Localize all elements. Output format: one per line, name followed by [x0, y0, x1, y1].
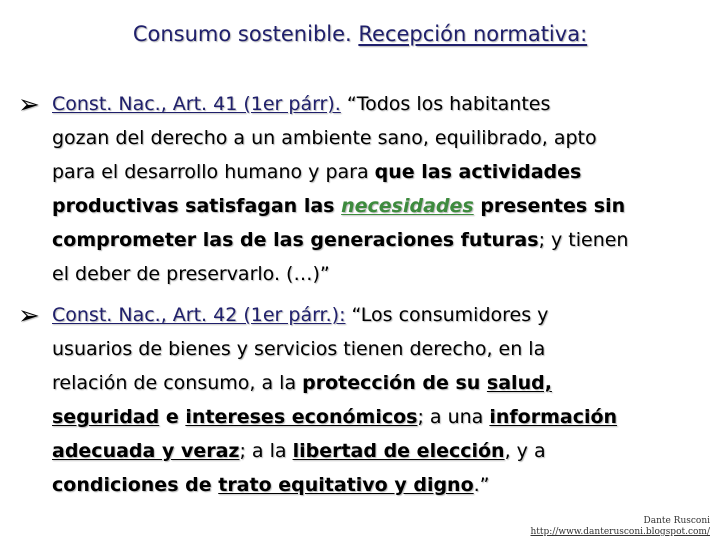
text-segment: adecuada y veraz	[52, 440, 240, 462]
text-segment: “Los consumidores y	[345, 304, 549, 326]
bullet-line	[52, 473, 490, 497]
text-segment: trato equitativo y digno	[218, 474, 474, 496]
text-segment: información	[489, 406, 618, 428]
bullet-line	[52, 371, 552, 395]
bullet-line	[52, 194, 625, 218]
text-segment: relación de consumo, a la	[52, 372, 303, 394]
text-segment: protección de su	[302, 372, 487, 394]
bullet-line	[52, 92, 550, 116]
text-segment: comprometer las de las generaciones futuras	[52, 229, 539, 251]
text-segment: Const. Nac., Art. 41 (1er párr).	[52, 93, 341, 115]
bullet-line	[52, 337, 545, 361]
text-segment: ; a la	[239, 440, 293, 462]
text-segment: libertad de elección	[292, 440, 505, 462]
bullet-line	[52, 262, 330, 286]
arrow-bullet-icon: ➢	[18, 90, 40, 120]
bullet-line	[52, 126, 597, 150]
footer-author: Dante Rusconi	[643, 516, 710, 526]
bullet-line	[52, 228, 628, 252]
title-text: Consumo sostenible.	[132, 22, 359, 46]
text-segment: el deber de preservarlo. (…)”	[52, 263, 330, 285]
text-segment: intereses económicos	[185, 406, 418, 428]
text-segment: gozan del derecho a un ambiente sano, equilibrado, apto	[52, 127, 597, 149]
text-segment: .”	[473, 474, 490, 496]
text-segment: Const. Nac., Art. 42 (1er párr.):	[52, 304, 346, 326]
text-segment: que las actividades	[374, 161, 582, 183]
slide-title	[0, 22, 720, 46]
text-segment: salud,	[486, 372, 552, 394]
text-segment: condiciones de	[52, 474, 219, 496]
title-underlined-text: Recepción normativa:	[358, 22, 588, 46]
text-segment: ; a una	[417, 406, 490, 428]
arrow-bullet-icon: ➢	[18, 301, 40, 331]
text-segment: seguridad	[52, 406, 160, 428]
text-segment: necesidades	[341, 195, 474, 217]
text-segment: presentes sin	[473, 195, 626, 217]
footer	[531, 516, 711, 538]
footer-url-link[interactable]: http://www.danterusconi.blogspot.com/	[530, 527, 710, 537]
text-segment: usuarios de bienes y servicios tienen derecho, en la	[52, 338, 546, 360]
bullet-line	[52, 439, 546, 463]
text-segment: , y a	[504, 440, 546, 462]
text-segment: productivas satisfagan las	[52, 195, 342, 217]
text-segment: ; y tienen	[538, 229, 629, 251]
text-segment: para el desarrollo humano y para	[52, 161, 375, 183]
text-segment: “Todos los habitantes	[340, 93, 551, 115]
bullet-line	[52, 405, 617, 429]
bullet-line	[52, 160, 581, 184]
bullet-line	[52, 303, 548, 327]
text-segment: e	[159, 406, 186, 428]
